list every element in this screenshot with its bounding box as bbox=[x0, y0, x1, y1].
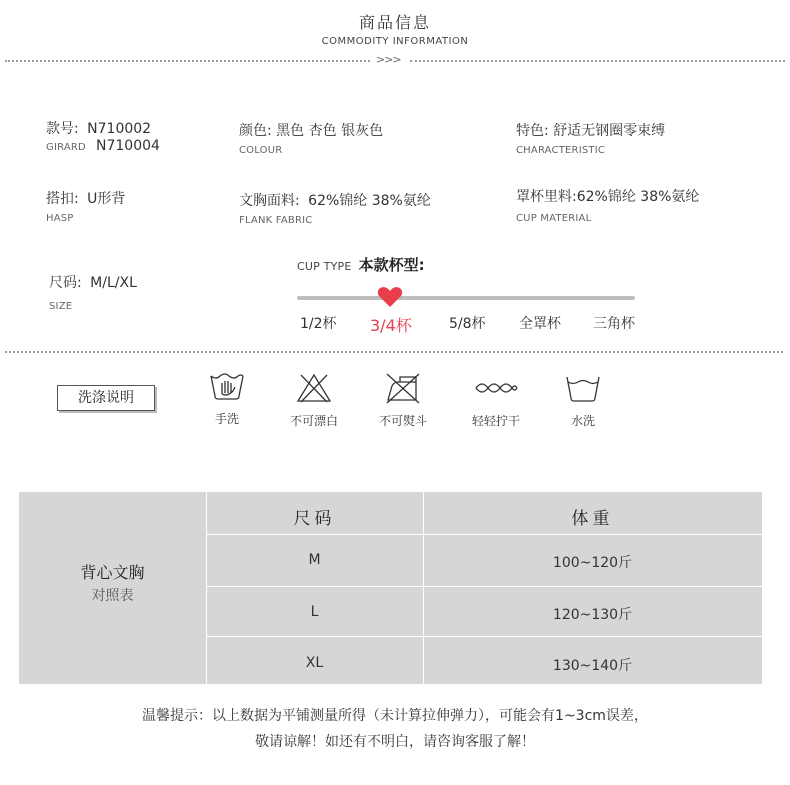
section-subtitle: COMMODITY INFORMATION bbox=[321, 36, 469, 47]
table-row-2-weight: 120~130斤 bbox=[552, 607, 633, 623]
section-title: 商品信息 bbox=[358, 13, 431, 32]
spec-hasp-label: 搭扣: bbox=[46, 191, 79, 207]
cup-option-three-quarter: 3/4杯 bbox=[370, 316, 412, 335]
no-bleach-icon bbox=[295, 389, 333, 408]
spec-hasp-en: HASP bbox=[46, 213, 74, 224]
table-divider-row1 bbox=[206, 586, 762, 587]
divider-left bbox=[5, 60, 370, 62]
spec-color-value: 黑色 杏色 银灰色 bbox=[276, 123, 384, 139]
cup-type-en: CUP TYPE bbox=[297, 260, 352, 273]
spec-style-value-2: N710004 bbox=[96, 138, 160, 154]
divider-wash bbox=[5, 351, 783, 353]
cup-option-half: 1/2杯 bbox=[300, 316, 337, 332]
size-table bbox=[19, 492, 762, 684]
table-row-3-weight: 130~140斤 bbox=[552, 658, 633, 674]
wash-item-hand bbox=[187, 372, 267, 427]
cup-type-header bbox=[297, 254, 425, 275]
spec-hasp-value: U形背 bbox=[87, 191, 126, 207]
cup-option-five-eighths: 5/8杯 bbox=[449, 316, 486, 332]
note-line-2: 敬请谅解！如还有不明白，请咨询客服了解！ bbox=[255, 734, 535, 750]
spec-size-value: M/L/XL bbox=[90, 275, 137, 291]
spec-feature bbox=[516, 120, 665, 156]
cup-type-title: 本款杯型: bbox=[358, 256, 425, 274]
wash-title: 洗涤说明 bbox=[57, 385, 155, 411]
cup-option-full: 全罩杯 bbox=[519, 316, 561, 332]
spec-flank bbox=[239, 190, 431, 226]
wash-item-no-iron bbox=[363, 372, 443, 429]
size-table-title-sub: 对照表 bbox=[91, 588, 134, 604]
spec-size bbox=[49, 272, 137, 312]
spec-style bbox=[46, 118, 160, 154]
spec-color bbox=[239, 120, 383, 156]
heart-icon bbox=[377, 286, 403, 308]
hand-wash-icon bbox=[208, 387, 246, 406]
spec-cup-material-value: 62%锦纶 38%氨纶 bbox=[576, 189, 700, 205]
wash-item-wring-label: 轻轻拧干 bbox=[471, 414, 520, 428]
cup-type-slider bbox=[297, 296, 635, 300]
spec-cup-material-en: CUP MATERIAL bbox=[516, 213, 592, 224]
spec-flank-label: 文胸面料: bbox=[239, 193, 300, 209]
spec-color-label: 颜色: bbox=[239, 123, 272, 139]
spec-size-label: 尺码: bbox=[49, 275, 82, 291]
no-iron-icon bbox=[384, 389, 422, 408]
spec-feature-label: 特色: bbox=[516, 123, 549, 139]
spec-style-en: GIRARD bbox=[46, 142, 86, 153]
spec-style-label: 款号: bbox=[46, 121, 79, 137]
table-header-weight: 体重 bbox=[571, 509, 614, 529]
wash-item-water-label: 水洗 bbox=[570, 414, 595, 428]
gentle-wring-icon bbox=[474, 389, 518, 408]
size-table-title bbox=[19, 560, 206, 605]
note-line-1: 温馨提示：以上数据为平铺测量所得（未计算拉伸弹力），可能会有1~3cm误差， bbox=[142, 708, 648, 724]
spec-hasp bbox=[46, 188, 125, 224]
spec-cup-material bbox=[516, 186, 699, 224]
spec-feature-value: 舒适无钢圈零束缚 bbox=[553, 123, 666, 139]
wash-item-water bbox=[543, 372, 623, 429]
arrows-glyph: >>> bbox=[376, 53, 401, 66]
table-row-1-weight: 100~120斤 bbox=[552, 555, 633, 571]
table-row-2-size: L bbox=[310, 604, 319, 620]
spec-color-en: COLOUR bbox=[239, 145, 283, 156]
wash-item-no-bleach-label: 不可漂白 bbox=[289, 414, 338, 428]
wash-item-no-iron-label: 不可熨斗 bbox=[378, 414, 427, 428]
spec-feature-en: CHARACTERISTIC bbox=[516, 145, 606, 156]
spec-flank-en: FLANK FABRIC bbox=[239, 215, 313, 226]
cup-option-triangle: 三角杯 bbox=[593, 316, 635, 332]
wash-item-hand-label: 手洗 bbox=[214, 412, 239, 426]
wash-icon bbox=[564, 389, 602, 408]
spec-style-value-1: N710002 bbox=[87, 121, 152, 137]
wash-item-wring bbox=[456, 372, 536, 429]
spec-flank-value: 62%锦纶 38%氨纶 bbox=[308, 193, 431, 209]
size-table-title-main: 背心文胸 bbox=[80, 563, 145, 582]
table-divider-header bbox=[206, 534, 762, 535]
divider-right bbox=[410, 60, 785, 62]
spec-size-en: SIZE bbox=[49, 301, 73, 312]
table-row-1-size: M bbox=[308, 552, 321, 568]
table-row-3-size: XL bbox=[305, 655, 324, 671]
wash-item-no-bleach bbox=[274, 372, 354, 429]
table-divider-row2 bbox=[206, 636, 762, 637]
spec-cup-material-label: 罩杯里料: bbox=[516, 189, 577, 205]
table-header-size: 尺码 bbox=[293, 509, 336, 529]
